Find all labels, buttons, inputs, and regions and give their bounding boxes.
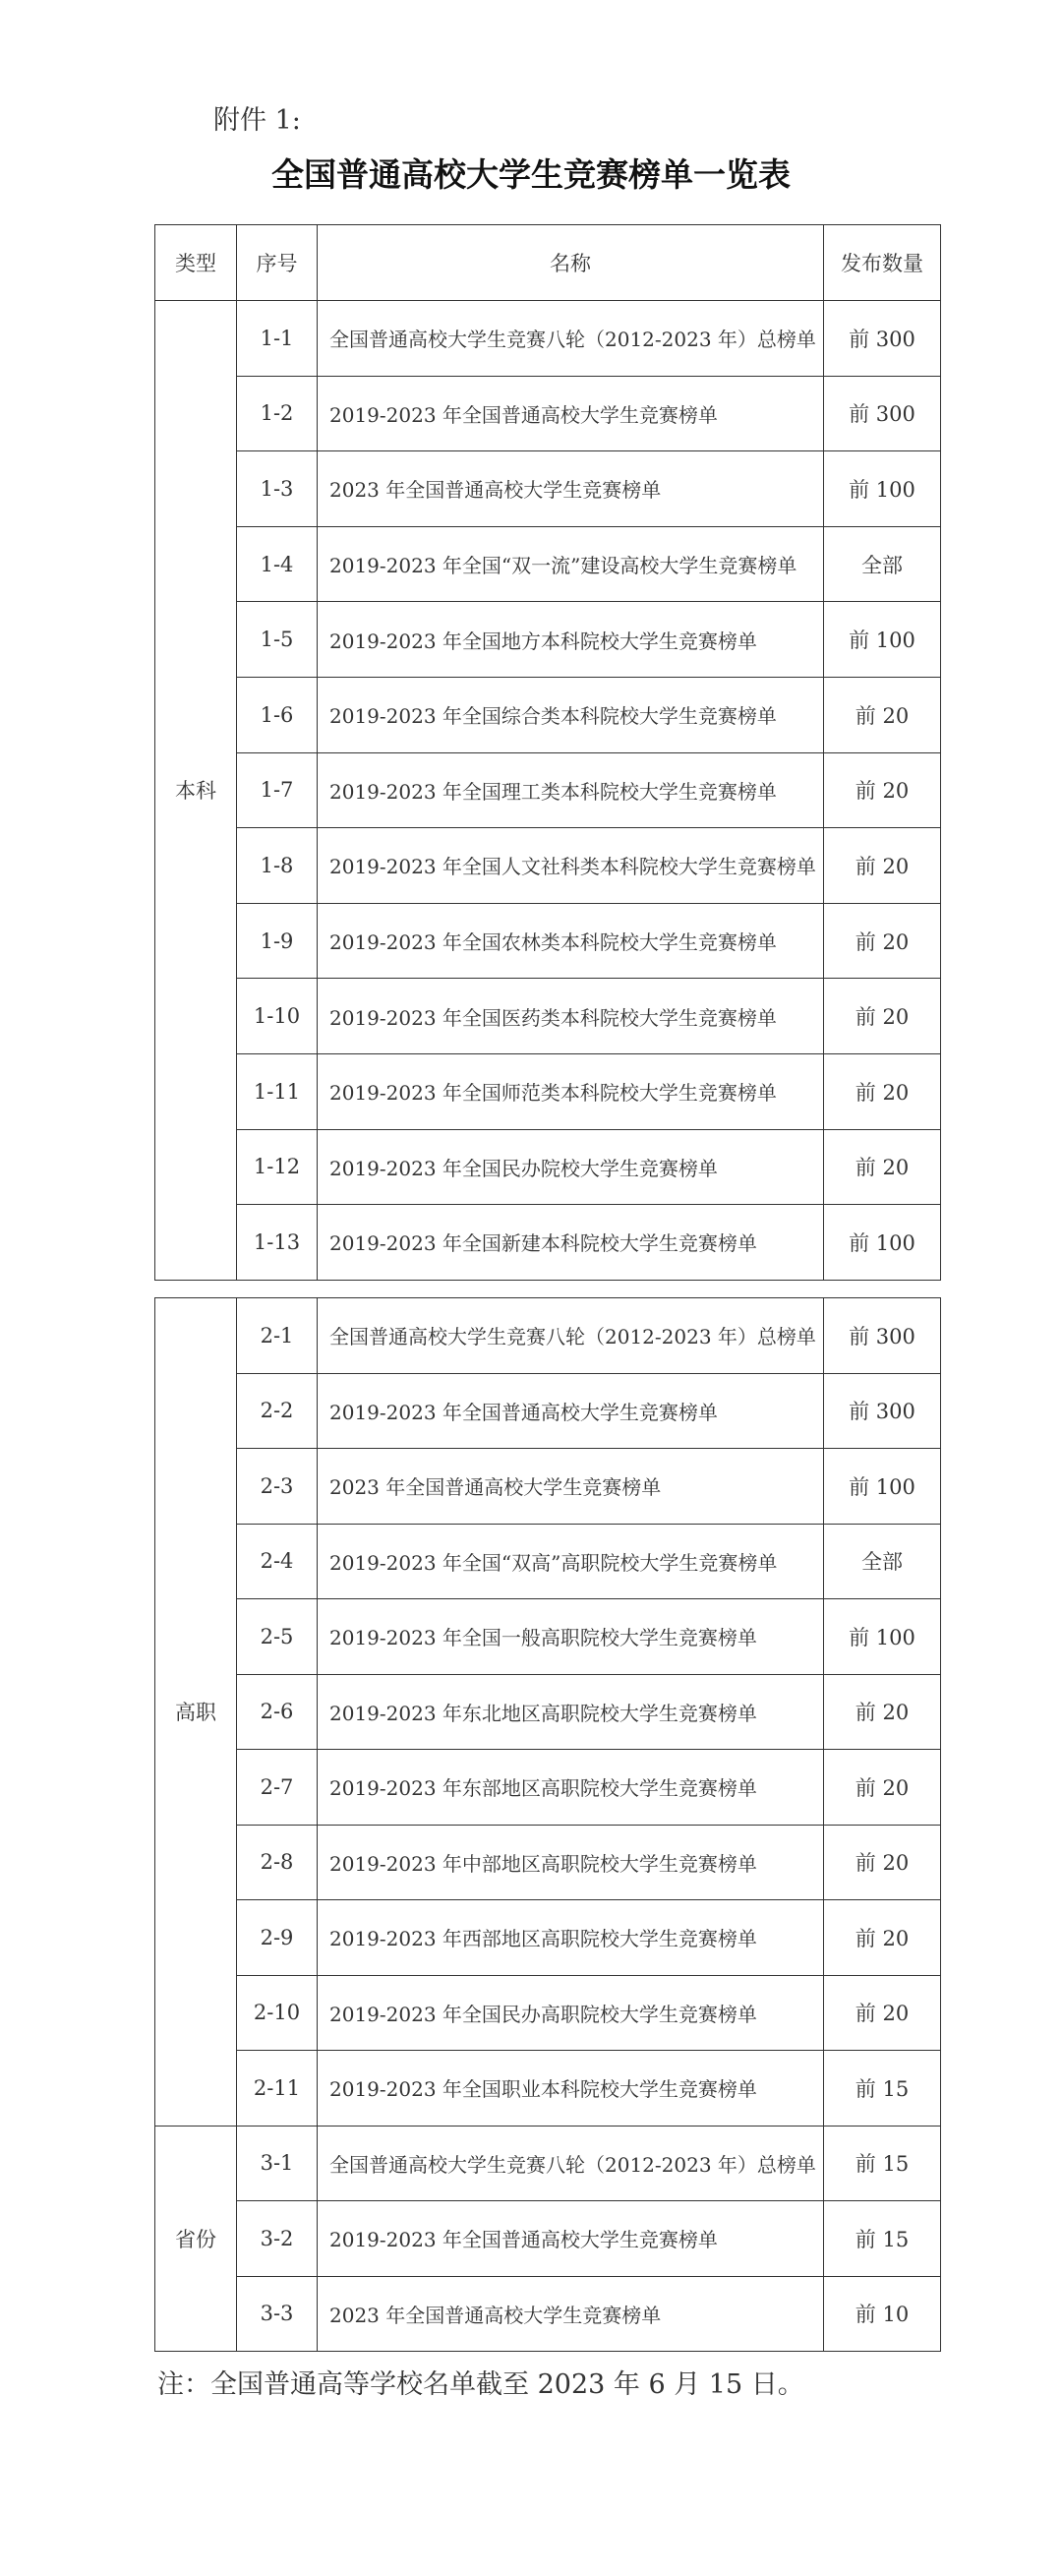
row-index: 2-2: [237, 1373, 318, 1449]
table-row: [155, 1524, 941, 1599]
table-row: [155, 2126, 941, 2201]
row-count: 前 100: [824, 602, 941, 678]
table-row: [155, 1674, 941, 1750]
table-row: [155, 677, 941, 752]
table-row: [155, 1373, 941, 1449]
row-index: 1-8: [237, 828, 318, 904]
table-header-row: [155, 225, 941, 301]
attachment-label: 附件 1:: [213, 105, 301, 136]
table-row: [155, 903, 941, 979]
row-count: 前 100: [824, 451, 941, 527]
row-name: 2019-2023 年西部地区高职院校大学生竞赛榜单: [318, 1900, 824, 1976]
table-row: [155, 1298, 941, 1374]
row-name: 2019-2023 年中部地区高职院校大学生竞赛榜单: [318, 1825, 824, 1900]
row-name: 2023 年全国普通高校大学生竞赛榜单: [318, 1449, 824, 1525]
row-name: 2019-2023 年全国“双一流”建设高校大学生竞赛榜单: [318, 526, 824, 602]
row-count: 全部: [824, 526, 941, 602]
row-name: 2019-2023 年全国一般高职院校大学生竞赛榜单: [318, 1599, 824, 1675]
row-count: 前 20: [824, 677, 941, 752]
row-count: 前 300: [824, 376, 941, 451]
row-name: 2019-2023 年全国医药类本科院校大学生竞赛榜单: [318, 979, 824, 1054]
table-row: [155, 2201, 941, 2277]
row-index: 2-1: [237, 1298, 318, 1374]
row-count: 前 100: [824, 1205, 941, 1281]
row-count: 前 20: [824, 752, 941, 828]
category-cell: 高职: [155, 1298, 237, 2127]
row-name: 2019-2023 年全国地方本科院校大学生竞赛榜单: [318, 602, 824, 678]
row-index: 2-3: [237, 1449, 318, 1525]
row-count: 前 20: [824, 1129, 941, 1205]
row-count: 前 20: [824, 828, 941, 904]
table-row: [155, 828, 941, 904]
row-count: 前 20: [824, 1053, 941, 1129]
header-index: 序号: [237, 225, 318, 301]
row-count: 前 20: [824, 1975, 941, 2051]
row-index: 1-3: [237, 451, 318, 527]
row-name: 2019-2023 年全国理工类本科院校大学生竞赛榜单: [318, 752, 824, 828]
row-count: 前 15: [824, 2051, 941, 2127]
row-index: 1-5: [237, 602, 318, 678]
table-row: [155, 1205, 941, 1281]
row-count: 前 20: [824, 1900, 941, 1976]
row-count: 前 20: [824, 1825, 941, 1900]
row-index: 2-6: [237, 1674, 318, 1750]
table-row: [155, 1449, 941, 1525]
row-count: 前 20: [824, 1674, 941, 1750]
table-row: [155, 2276, 941, 2352]
table-row: [155, 1129, 941, 1205]
row-count: 前 100: [824, 1449, 941, 1525]
row-name: 2019-2023 年全国“双高”高职院校大学生竞赛榜单: [318, 1524, 824, 1599]
row-name: 2019-2023 年全国普通高校大学生竞赛榜单: [318, 2201, 824, 2277]
row-index: 1-1: [237, 301, 318, 377]
table-row: [155, 451, 941, 527]
row-index: 2-9: [237, 1900, 318, 1976]
category-cell: 省份: [155, 2126, 237, 2352]
table-row: [155, 752, 941, 828]
table-row: [155, 1750, 941, 1826]
row-index: 1-12: [237, 1129, 318, 1205]
header-count: 发布数量: [824, 225, 941, 301]
table-row: [155, 376, 941, 451]
row-name: 2019-2023 年全国民办院校大学生竞赛榜单: [318, 1129, 824, 1205]
row-index: 1-7: [237, 752, 318, 828]
row-name: 2019-2023 年全国民办高职院校大学生竞赛榜单: [318, 1975, 824, 2051]
row-name: 2023 年全国普通高校大学生竞赛榜单: [318, 451, 824, 527]
row-name: 2019-2023 年东北地区高职院校大学生竞赛榜单: [318, 1674, 824, 1750]
row-index: 3-2: [237, 2201, 318, 2277]
row-name: 2019-2023 年全国师范类本科院校大学生竞赛榜单: [318, 1053, 824, 1129]
row-name: 全国普通高校大学生竞赛八轮（2012-2023 年）总榜单: [318, 301, 824, 377]
row-index: 2-4: [237, 1524, 318, 1599]
row-index: 2-7: [237, 1750, 318, 1826]
row-name: 2019-2023 年全国新建本科院校大学生竞赛榜单: [318, 1205, 824, 1281]
table-row: [155, 1900, 941, 1976]
table-row: [155, 526, 941, 602]
row-name: 2019-2023 年全国普通高校大学生竞赛榜单: [318, 376, 824, 451]
row-index: 1-4: [237, 526, 318, 602]
row-name: 2019-2023 年全国人文社科类本科院校大学生竞赛榜单: [318, 828, 824, 904]
row-count: 前 15: [824, 2201, 941, 2277]
row-name: 2019-2023 年东部地区高职院校大学生竞赛榜单: [318, 1750, 824, 1826]
ranking-table-undergraduate: [154, 224, 941, 1281]
table-row: [155, 1975, 941, 2051]
row-index: 1-13: [237, 1205, 318, 1281]
table-row: [155, 1825, 941, 1900]
table-row: [155, 1599, 941, 1675]
row-index: 2-8: [237, 1825, 318, 1900]
row-name: 2023 年全国普通高校大学生竞赛榜单: [318, 2276, 824, 2352]
row-index: 1-2: [237, 376, 318, 451]
row-index: 1-10: [237, 979, 318, 1054]
row-index: 1-6: [237, 677, 318, 752]
row-name: 2019-2023 年全国综合类本科院校大学生竞赛榜单: [318, 677, 824, 752]
table-row: [155, 979, 941, 1054]
page-title: 全国普通高校大学生竞赛榜单一览表: [271, 155, 791, 194]
row-name: 2019-2023 年全国职业本科院校大学生竞赛榜单: [318, 2051, 824, 2127]
table-row: [155, 602, 941, 678]
row-count: 前 300: [824, 1373, 941, 1449]
row-name: 全国普通高校大学生竞赛八轮（2012-2023 年）总榜单: [318, 1298, 824, 1374]
row-index: 3-3: [237, 2276, 318, 2352]
row-count: 前 100: [824, 1599, 941, 1675]
row-index: 2-5: [237, 1599, 318, 1675]
row-count: 前 20: [824, 903, 941, 979]
row-name: 2019-2023 年全国农林类本科院校大学生竞赛榜单: [318, 903, 824, 979]
row-count: 前 300: [824, 1298, 941, 1374]
header-name: 名称: [318, 225, 824, 301]
ranking-table-vocational-provincial: [154, 1297, 941, 2352]
table-row: [155, 2051, 941, 2127]
row-count: 前 300: [824, 301, 941, 377]
row-name: 2019-2023 年全国普通高校大学生竞赛榜单: [318, 1373, 824, 1449]
row-index: 1-11: [237, 1053, 318, 1129]
row-index: 2-10: [237, 1975, 318, 2051]
row-count: 前 10: [824, 2276, 941, 2352]
row-count: 全部: [824, 1524, 941, 1599]
row-count: 前 20: [824, 979, 941, 1054]
table-row: [155, 301, 941, 377]
row-index: 2-11: [237, 2051, 318, 2127]
row-name: 全国普通高校大学生竞赛八轮（2012-2023 年）总榜单: [318, 2126, 824, 2201]
row-index: 3-1: [237, 2126, 318, 2201]
header-type: 类型: [155, 225, 237, 301]
category-cell: 本科: [155, 301, 237, 1281]
row-count: 前 15: [824, 2126, 941, 2201]
footnote: 注：全国普通高等学校名单截至 2023 年 6 月 15 日。: [157, 2369, 804, 2400]
row-index: 1-9: [237, 903, 318, 979]
row-count: 前 20: [824, 1750, 941, 1826]
table-row: [155, 1053, 941, 1129]
